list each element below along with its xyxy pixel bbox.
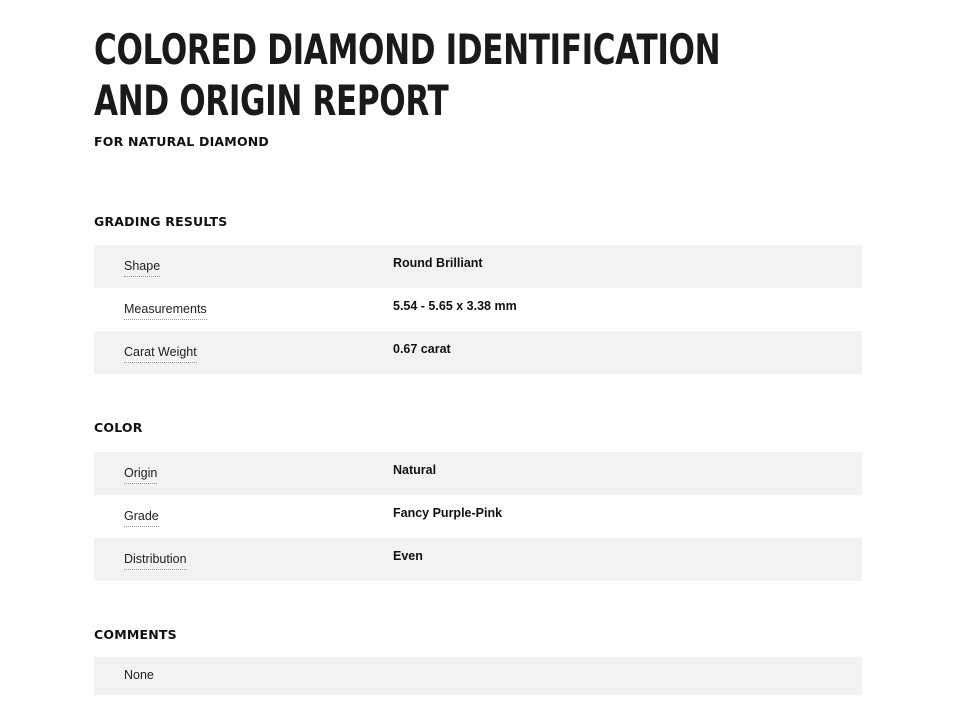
measurements-value: 5.54 - 5.65 x 3.38 mm xyxy=(393,299,517,313)
carat-weight-value: 0.67 carat xyxy=(393,342,451,356)
report-subtitle: FOR NATURAL DIAMOND xyxy=(94,134,270,149)
measurements-label[interactable]: Measurements xyxy=(124,301,207,320)
grade-value: Fancy Purple-Pink xyxy=(393,506,503,520)
comment-text: None xyxy=(124,668,154,682)
distribution-row xyxy=(94,538,862,581)
carat-weight-row xyxy=(94,331,862,374)
carat-weight-label[interactable]: Carat Weight xyxy=(124,344,197,363)
grade-row xyxy=(94,495,862,538)
origin-label[interactable]: Origin xyxy=(124,465,157,484)
comments-table xyxy=(94,657,862,695)
shape-value: Round Brilliant xyxy=(393,256,483,270)
report-title xyxy=(94,24,721,126)
comment-row xyxy=(94,657,862,695)
report-title-line-1: COLORED DIAMOND IDENTIFICATION xyxy=(94,25,721,74)
origin-value: Natural xyxy=(393,463,437,477)
origin-row xyxy=(94,452,862,495)
color-table xyxy=(94,452,862,581)
comments-heading: COMMENTS xyxy=(94,627,177,642)
distribution-label[interactable]: Distribution xyxy=(124,551,187,570)
measurements-row xyxy=(94,288,862,331)
grading-results-heading: GRADING RESULTS xyxy=(94,214,228,229)
report xyxy=(94,24,862,682)
grading-results-table xyxy=(94,245,862,374)
shape-row xyxy=(94,245,862,288)
distribution-value: Even xyxy=(393,549,423,563)
shape-label[interactable]: Shape xyxy=(124,258,160,277)
grade-label[interactable]: Grade xyxy=(124,508,159,527)
color-heading: COLOR xyxy=(94,420,143,435)
report-title-line-2: AND ORIGIN REPORT xyxy=(94,76,449,125)
